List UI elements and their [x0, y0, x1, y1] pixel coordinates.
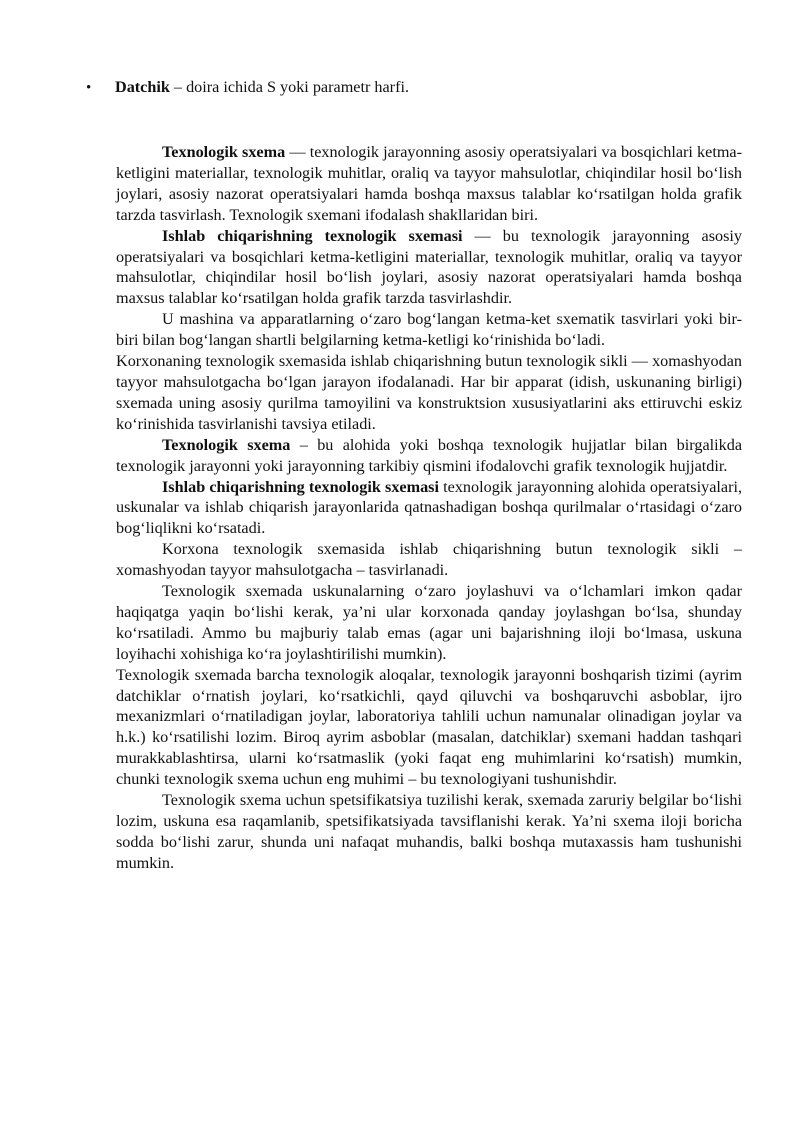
paragraph-text: U mashina va apparatlarning o‘zaro bog‘langan ketma-ket sxematik tasvirlari yoki bir-biri bilan bog‘langan shartli belgilarning ketma-ketligi ko‘rinishida bo‘ladi.: [116, 310, 742, 350]
paragraph-7: [116, 539, 742, 581]
paragraph-term: Texnologik sxema: [162, 435, 291, 454]
paragraph-text: — bu texnologik jarayonning asosiy operatsiyalari va bosqichlari ketma-ketligini materiallar, texnologik muhitlar, oraliq va tayyor mahsulotlar, chiqindilar hosil bo‘lish joylari, asosiy nazorat operatsiyalari hamda boshqa maxsus talablar ko‘rsatilgan holda grafik tarzda tasvirlashdir.: [116, 226, 742, 308]
bullet-icon: •: [86, 80, 92, 96]
paragraph-text: Texnologik sxemada uskunalarning o‘zaro joylashuvi va o‘lchamlari imkon qadar haqiqatga yaqin bo‘lishi kerak, ya’ni ular korxonada qanday joylashgan bo‘lsa, shunday ko‘rsatiladi. Ammo bu majburiy talab emas (agar uni bajarishning iloji bo‘lmasa, uskuna loyihachi xohishiga ko‘ra joylashtirilishi mumkin).: [116, 582, 742, 663]
paragraph-term: Ishlab chiqarishning texnologik sxemasi: [162, 226, 463, 245]
paragraph-text: — texnologik jarayonning asosiy operatsiyalari va bosqichlari ketma-ketligini materiallar, texnologik muhitlar, oraliq va tayyor mahsulotlar, chiqindilar hosil bo‘lish joylari, asosiy nazorat operatsiyalari hamda boshqa maxsus talablar ko‘rsatilgan holda grafik tarzda tasvirlash. Texnologik sxemani ifodalash shakllaridan biri.: [116, 143, 743, 224]
paragraph-text: Texnologik sxema uchun spetsifikatsiya tuzilishi kerak, sxemada zaruriy belgilar bo‘lishi lozim, uskuna esa raqamlanib, spetsifikatsiyada tavsiflanishi kerak. Ya’ni sxema iloji boricha sodda bo‘lishi zarur, shunda uni nafaqat muhandis, balki boshqa mutaxassis ham tushunishi mumkin.: [116, 791, 742, 872]
paragraph-5: [116, 435, 742, 477]
document-body: [116, 142, 742, 874]
paragraph-4: [116, 351, 742, 435]
bullet-item: [86, 75, 746, 100]
paragraph-8: [116, 581, 742, 665]
paragraph-6: [116, 477, 742, 540]
paragraph-2: [116, 226, 742, 310]
paragraph-1: [116, 142, 742, 226]
paragraph-text: – bu alohida yoki boshqa texnologik hujjatlar bilan birgalikda texnologik jarayonni yoki jarayonning tarkibiy qismini ifodalovchi grafik texnologik hujjatdir.: [116, 435, 742, 475]
paragraph-text: Korxona texnologik sxemasida ishlab chiqarishning butun texnologik sikli – xomashyodan tayyor mahsulotgacha – tasvirlanadi.: [116, 540, 742, 580]
paragraph-9: [116, 665, 742, 790]
paragraph-10: [116, 790, 742, 874]
bullet-term: Datchik: [115, 78, 170, 96]
paragraph-text: Texnologik sxemada barcha texnologik aloqalar, texnologik jarayonni boshqarish tizimi (ayrim datchiklar o‘rnatish joylari, ko‘rsatkichli, qayd qiluvchi va boshqaruvchi asboblar, ijro mexanizmlari o‘rnatiladigan joylar, laboratoriya tahlili uchun namunalar olinadigan joylar va h.k.) ko‘rsatilishi lozim. Biroq ayrim asboblar (masalan, datchiklar) sxemani haddan tashqari murakkablashtirsa, ularni ko‘rsatmaslik (yoki faqat eng muhimlarini ko‘rsatish) mumkin, chunki texnologik sxema uchun eng muhimi – bu texnologiyani tushunishdir.: [116, 665, 742, 789]
paragraph-term: Ishlab chiqarishning texnologik sxemasi: [162, 477, 439, 496]
bullet-text: – doira ichida S yoki parametr harfi.: [169, 78, 410, 96]
paragraph-3: [116, 309, 742, 351]
paragraph-text: texnologik jarayonning alohida operatsiyalari, uskunalar va ishlab chiqarish jarayonlarida qatnashadigan boshqa qurilmalar o‘rtasidagi o‘zaro bog‘liqlikni ko‘rsatadi.: [116, 477, 743, 538]
paragraph-text: Korxonaning texnologik sxemasida ishlab chiqarishning butun texnologik sikli — xomashyodan tayyor mahsulotgacha bo‘lgan jarayon ifodalanadi. Har bir apparat (idish, uskunaning birligi) sxemada uning asosiy qurilma tamoyilini va konstruktsion xususiyatlarini aks ettiruvchi eskiz ko‘rinishida tasvirlanishi tavsiya etiladi.: [116, 352, 742, 433]
paragraph-term: Texnologik sxema: [162, 143, 286, 161]
